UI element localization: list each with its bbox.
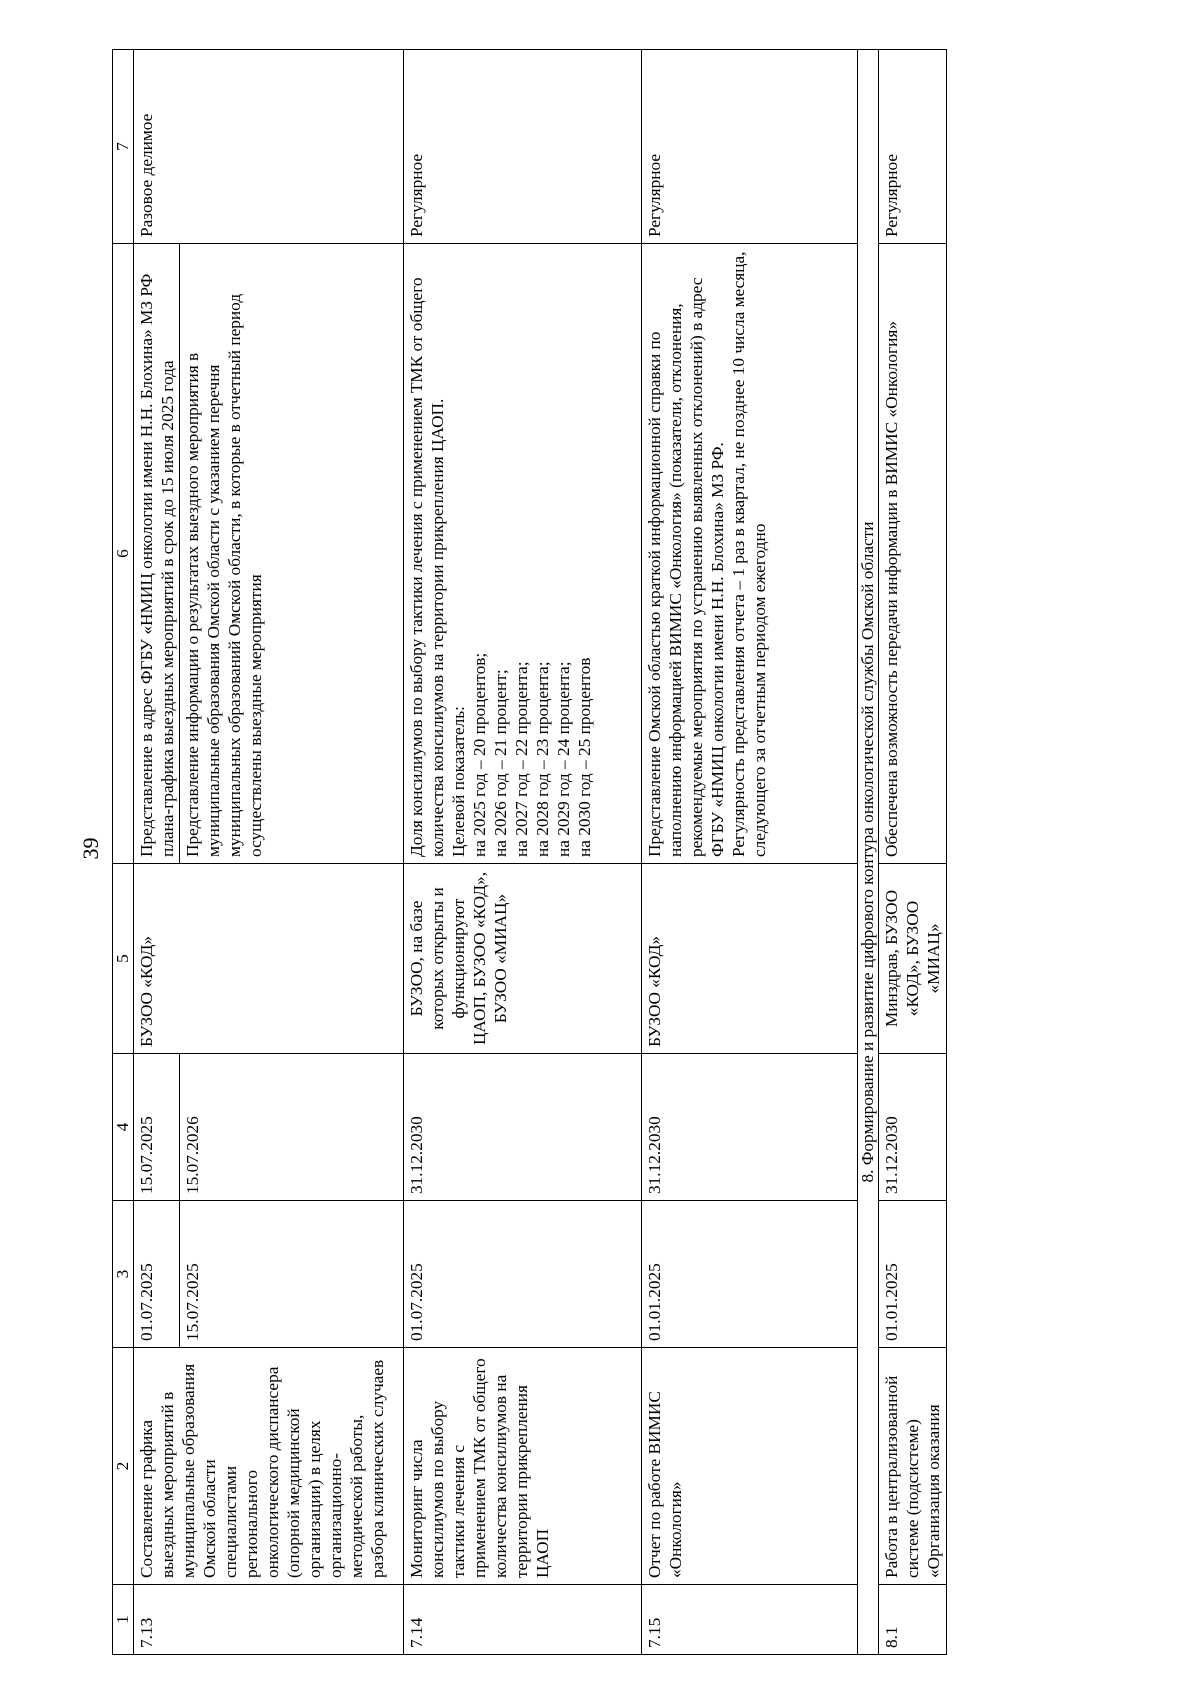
activity-name: Мониторинг числа консилиумов по выбору тактики лечения с применением ТМК от общего количества консилиумов на территории прикрепления ЦАОП — [404, 1348, 642, 1585]
executor: БУЗОО «КОД» — [642, 864, 858, 1054]
activity-type: Регулярное — [404, 50, 642, 244]
col-header-2: 2 — [113, 1348, 134, 1585]
table-row — [404, 50, 642, 1655]
col-header-1: 1 — [113, 1585, 134, 1655]
header-row — [113, 50, 134, 1655]
activity-name: Составление графика выездных мероприятий в муниципальные образования Омской области специалистами регионального онкологического диспансера (опорной медицинской организации) в целях организационно-методической работы, разбора клинических случаев — [134, 1348, 404, 1585]
result: Представление информации о результатах выездного мероприятия в муниципальные образования Омской области с указанием перечня муниципальных образований Омской области, в которые в отчетный период осуществлены выездные мероприятия — [180, 244, 404, 864]
col-header-5: 5 — [113, 864, 134, 1054]
executor: БУЗОО «КОД» — [134, 864, 404, 1054]
result: Обеспечена возможность передачи информации в ВИМИС «Онкология» — [879, 244, 947, 864]
col-header-4: 4 — [113, 1054, 134, 1201]
start-date: 01.07.2025 — [404, 1201, 642, 1348]
executor: Минздрав, БУЗОО «КОД», БУЗОО «МИАЦ» — [879, 864, 947, 1054]
table-row — [642, 50, 858, 1655]
end-date: 15.07.2025 — [134, 1054, 180, 1201]
activities-table — [112, 49, 947, 1655]
result: Представление в адрес ФГБУ «НМИЦ онкологии имени Н.Н. Блохина» МЗ РФ плана-графика выездных мероприятий в срок до 15 июля 2025 года — [134, 244, 180, 864]
activity-name: Работа в централизованной системе (подсистеме) «Организация оказания — [879, 1348, 947, 1585]
row-number: 7.13 — [134, 1585, 404, 1655]
result: Представление Омской областью краткой информационной справки по наполнению информацией ВИМИС «Онкология» (показатели, отклонения, рекомендуемые мероприятия по устранению выявленных отклонений) в адрес ФГБУ «НМИЦ онкологии имени Н.Н. Блохина» МЗ РФ. Регулярность представления отчета – 1 раз в квартал, не позднее 10 числа месяца, следующего за отчетным периодом ежегодно — [642, 244, 858, 864]
table-row — [134, 50, 180, 1655]
activity-type: Разовое делимое — [134, 50, 404, 244]
table-row — [879, 50, 947, 1655]
row-number: 7.14 — [404, 1585, 642, 1655]
section-row — [858, 50, 879, 1655]
start-date: 01.07.2025 — [134, 1201, 180, 1348]
activity-type: Регулярное — [642, 50, 858, 244]
activity-name: Отчет по работе ВИМИС «Онкология» — [642, 1348, 858, 1585]
row-number: 7.15 — [642, 1585, 858, 1655]
start-date: 01.01.2025 — [879, 1201, 947, 1348]
col-header-3: 3 — [113, 1201, 134, 1348]
page-number: 39 — [78, 837, 103, 860]
section-title: 8. Формирование и развитие цифрового контура онкологической службы Омской области — [858, 50, 879, 1655]
executor: БУЗОО, на базе которых открыты и функционируют ЦАОП, БУЗОО «КОД», БУЗОО «МИАЦ» — [404, 864, 642, 1054]
start-date: 01.01.2025 — [642, 1201, 858, 1348]
result: Доля консилиумов по выбору тактики лечения с применением ТМК от общего количества консилиумов на территории прикрепления ЦАОП. Целевой показатель: на 2025 год – 20 процентов; на 2026 год – 21 процент; на 2027 год – 22 процента; на 2028 год – 23 процента; на 2029 год – 24 процента; на 2030 год – 25 процентов — [404, 244, 642, 864]
end-date: 15.07.2026 — [180, 1054, 404, 1201]
row-number: 8.1 — [879, 1585, 947, 1655]
col-header-6: 6 — [113, 244, 134, 864]
end-date: 31.12.2030 — [879, 1054, 947, 1201]
col-header-7: 7 — [113, 50, 134, 244]
end-date: 31.12.2030 — [642, 1054, 858, 1201]
end-date: 31.12.2030 — [404, 1054, 642, 1201]
start-date: 15.07.2025 — [180, 1201, 404, 1348]
activity-type: Регулярное — [879, 50, 947, 244]
